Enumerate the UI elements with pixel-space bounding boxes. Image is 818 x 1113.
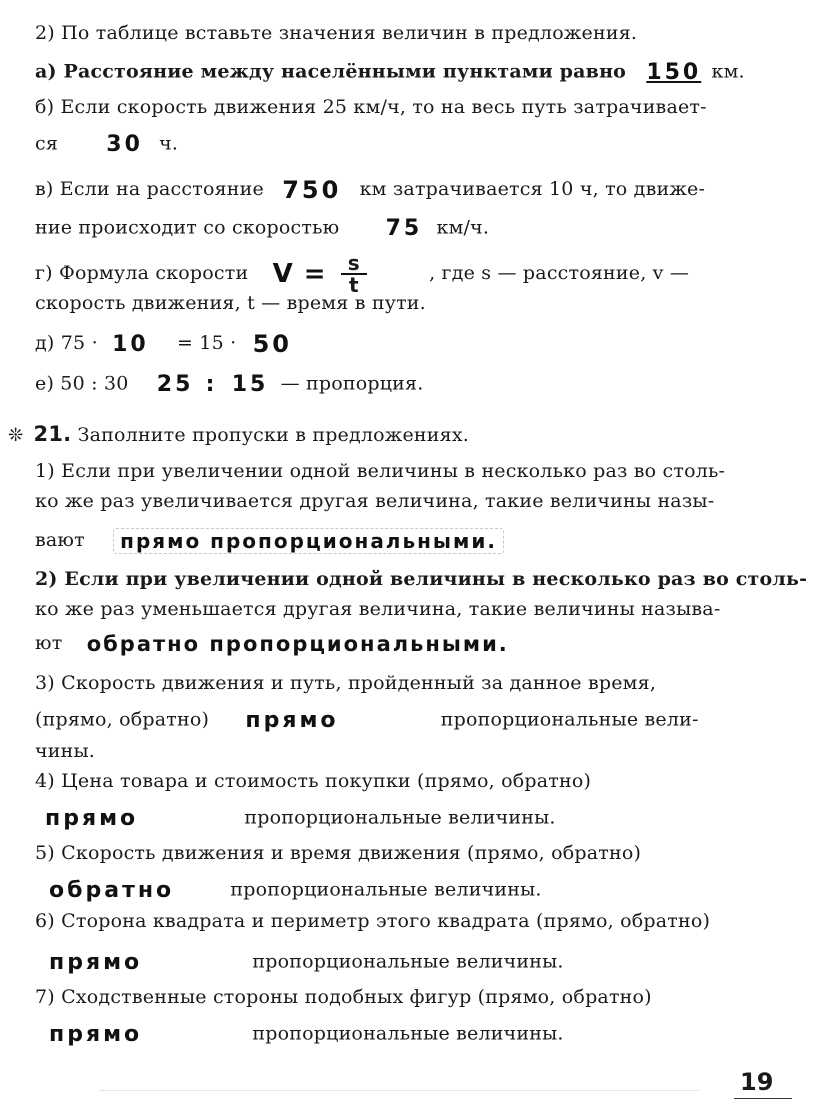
task21-heading-line xyxy=(8,422,469,446)
task2-d-answer2: 50 xyxy=(252,330,293,358)
task21-i2-line2: ко же раз уменьшается другая величина, такие величины называ- xyxy=(35,598,721,620)
task2-g-prefix: г) Формула скорости xyxy=(35,262,249,284)
task2-a-unit: км. xyxy=(711,60,745,83)
task2-b-prefix: ся xyxy=(35,132,59,155)
task21-i5-suffix: пропорциональные величины. xyxy=(230,878,542,901)
exercise-mark-icon: ❊ xyxy=(8,425,24,446)
task21-i4-line2 xyxy=(35,806,556,831)
task21-i2-line1: 2) Если при увеличении одной величины в несколько раз во столь- xyxy=(35,568,808,590)
task2-g-formula-v: V = xyxy=(272,259,327,289)
task2-v-middle: км затрачивается 10 ч, то движе- xyxy=(359,178,706,200)
page-number-underline xyxy=(734,1098,792,1099)
task21-i7-line1: 7) Сходственные стороны подобных фигур (прямо, обратно) xyxy=(35,986,652,1008)
task21-i6-answer: прямо xyxy=(49,950,143,975)
task2-v-answer1: 750 xyxy=(282,176,342,204)
task21-number: 21. xyxy=(33,422,72,446)
task21-i3-line2 xyxy=(35,708,699,733)
task21-i3-prefix: (прямо, обратно) xyxy=(35,708,210,731)
task21-i6-line2 xyxy=(35,950,564,975)
task2-d-answer1: 10 xyxy=(112,331,149,357)
task2-g-fraction xyxy=(341,251,367,297)
task2-a-text: а) Расстояние между населёнными пунктами равно xyxy=(35,60,627,83)
task2-d-line xyxy=(35,330,292,358)
task2-v-unit: км/ч. xyxy=(436,216,490,239)
task2-g-numerator: s xyxy=(347,251,360,275)
task21-i7-line2 xyxy=(35,1022,564,1047)
task21-i1-line2: ко же раз увеличивается другая величина, такие величины назы- xyxy=(35,490,715,512)
task21-i1-prefix: вают xyxy=(35,529,85,551)
task21-i7-suffix: пропорциональные величины. xyxy=(252,1022,564,1045)
task21-i3-line3: чины. xyxy=(35,740,96,762)
task2-e-suffix: — пропорция. xyxy=(280,372,424,395)
task2-a-line xyxy=(35,60,745,85)
task2-b-line2 xyxy=(35,132,178,157)
task2-g-line2: скорость движения, t — время в пути. xyxy=(35,292,426,314)
task2-v-line1 xyxy=(35,176,705,204)
task21-i1-line1: 1) Если при увеличении одной величины в несколько раз во столь- xyxy=(35,460,726,482)
task21-i3-suffix: пропорциональные вели- xyxy=(440,708,699,731)
task21-i2-line3 xyxy=(35,632,509,656)
task2-e-answer1: 25 xyxy=(156,372,194,397)
task21-i2-prefix: ют xyxy=(35,632,63,654)
task2-b-answer: 30 xyxy=(106,132,143,157)
task21-i1-answer: прямо пропорциональными. xyxy=(113,528,504,554)
task2-d-prefix: д) 75 · xyxy=(35,332,98,354)
task2-e-line xyxy=(35,372,423,397)
task21-i2-answer: обратно пропорциональными. xyxy=(86,632,509,656)
task2-a-answer: 150 xyxy=(646,60,702,85)
task21-i3-answer: прямо xyxy=(245,708,339,733)
task2-heading: 2) По таблице вставьте значения величин в предложения. xyxy=(35,22,638,44)
task2-v-prefix: в) Если на расстояние xyxy=(35,178,264,200)
task2-b-line1: б) Если скорость движения 25 км/ч, то на весь путь затрачивает- xyxy=(35,96,707,118)
task21-i5-line1: 5) Скорость движения и время движения (прямо, обратно) xyxy=(35,842,642,864)
task21-i5-answer: обратно xyxy=(49,878,175,903)
task2-e-answer2: 15 xyxy=(231,372,269,397)
task21-i3-line1: 3) Скорость движения и путь, пройденный за данное время, xyxy=(35,672,657,694)
task2-g-denominator: t xyxy=(348,273,359,297)
page-number: 19 xyxy=(740,1068,774,1096)
task2-g-suffix: , где s — расстояние, v — xyxy=(429,262,690,284)
task21-i6-line1: 6) Сторона квадрата и периметр этого квадрата (прямо, обратно) xyxy=(35,910,711,932)
task21-i1-line3 xyxy=(35,528,504,554)
footer-divider xyxy=(100,1090,700,1091)
task2-v-line2-prefix: ние происходит со скоростью xyxy=(35,216,340,239)
task21-i6-suffix: пропорциональные величины. xyxy=(252,950,564,973)
task2-v-answer2: 75 xyxy=(385,216,423,241)
task21-heading: Заполните пропуски в предложениях. xyxy=(77,424,470,446)
task2-d-middle: = 15 · xyxy=(176,332,237,354)
task2-b-unit: ч. xyxy=(159,132,179,155)
task21-i4-answer: прямо xyxy=(45,806,139,831)
task2-e-prefix: е) 50 : 30 xyxy=(35,372,129,395)
task21-i7-answer: прямо xyxy=(49,1022,143,1047)
task2-v-line2 xyxy=(35,216,489,241)
task21-i4-line1: 4) Цена товара и стоимость покупки (прямо, обратно) xyxy=(35,770,592,792)
task21-i4-suffix: пропорциональные величины. xyxy=(244,806,556,829)
task2-g-line1 xyxy=(35,251,690,297)
task21-i5-line2 xyxy=(35,878,542,903)
task2-e-colon: : xyxy=(205,372,218,397)
